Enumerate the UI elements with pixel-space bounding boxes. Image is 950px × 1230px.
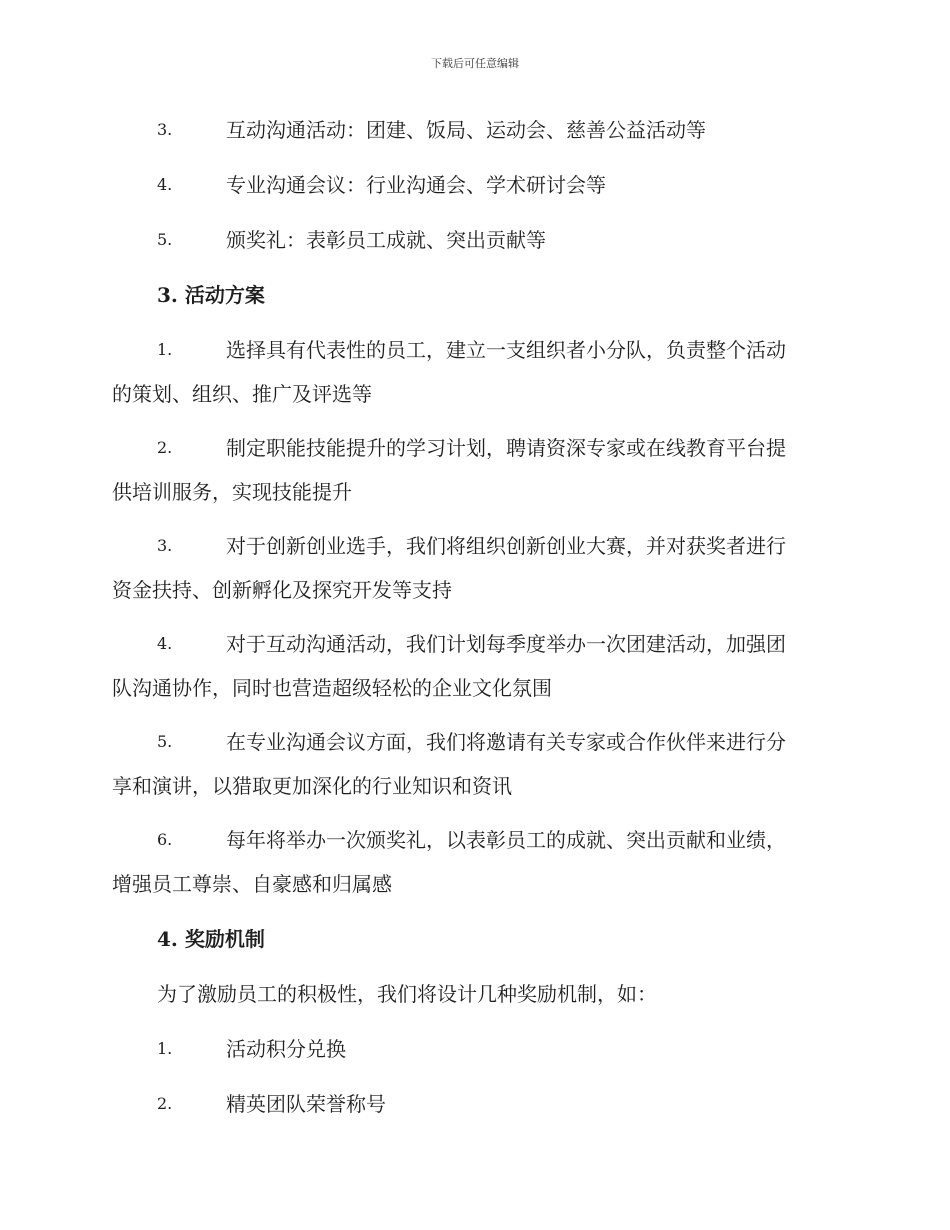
list-text: 供培训服务，实现技能提升 [112, 480, 352, 504]
list-text: 对于互动沟通活动，我们计划每季度举办一次团建活动，加强团 [226, 632, 786, 656]
list-item [0, 818, 950, 862]
list-text: 队沟通协作，同时也营造超级轻松的企业文化氛围 [112, 676, 552, 700]
list-number: 4. [157, 175, 173, 194]
list-text: 对于创新创业选手，我们将组织创新创业大赛，并对获奖者进行 [226, 534, 786, 558]
list-number: 3. [157, 120, 173, 139]
document-body [0, 108, 950, 1126]
list-number: 2. [157, 1094, 173, 1113]
list-item-continuation [0, 372, 950, 416]
section-4-intro: 为了激励员工的积极性，我们将设计几种奖励机制，如： [157, 982, 657, 1006]
list-number: 1. [157, 1039, 173, 1058]
list-item-continuation [0, 764, 950, 808]
list-item [0, 426, 950, 470]
list-item [0, 328, 950, 372]
list-item [0, 1027, 950, 1071]
list-text: 活动积分兑换 [226, 1037, 346, 1061]
list-text: 精英团队荣誉称号 [226, 1092, 386, 1116]
section-4-title: 4. 奖励机制 [157, 927, 265, 951]
list-number: 6. [157, 830, 173, 849]
section-3-title: 3. 活动方案 [157, 283, 265, 307]
list-text: 制定职能技能提升的学习计划，聘请资深专家或在线教育平台提 [226, 436, 786, 460]
list-item [0, 524, 950, 568]
list-item-continuation [0, 862, 950, 906]
list-number: 3. [157, 536, 173, 555]
list-text: 享和演讲，以猎取更加深化的行业知识和资讯 [112, 774, 512, 798]
list-number: 5. [157, 230, 173, 249]
list-text: 增强员工尊崇、自豪感和归属感 [112, 872, 392, 896]
list-item-continuation [0, 470, 950, 514]
list-text: 颁奖礼：表彰员工成就、突出贡献等 [226, 228, 546, 252]
list-text: 专业沟通会议：行业沟通会、学术研讨会等 [226, 173, 606, 197]
list-text: 互动沟通活动：团建、饭局、运动会、慈善公益活动等 [226, 118, 706, 142]
list-item [0, 622, 950, 666]
list-number: 1. [157, 340, 173, 359]
list-item [0, 218, 950, 262]
list-number: 2. [157, 438, 173, 457]
list-text: 每年将举办一次颁奖礼，以表彰员工的成就、突出贡献和业绩， [226, 828, 786, 852]
list-item-continuation [0, 666, 950, 710]
list-item [0, 108, 950, 152]
list-item [0, 163, 950, 207]
list-number: 5. [157, 732, 173, 751]
list-text: 在专业沟通会议方面，我们将邀请有关专家或合作伙伴来进行分 [226, 730, 786, 754]
list-item [0, 1082, 950, 1126]
list-text: 资金扶持、创新孵化及探究开发等支持 [112, 578, 452, 602]
section-heading [0, 273, 950, 317]
list-text: 的策划、组织、推广及评选等 [112, 382, 372, 406]
page-header: 下载后可任意编辑 [431, 57, 519, 70]
list-number: 4. [157, 634, 173, 653]
list-item-continuation [0, 568, 950, 612]
paragraph [0, 972, 950, 1016]
list-text: 选择具有代表性的员工，建立一支组织者小分队，负责整个活动 [226, 338, 786, 362]
section-heading [0, 917, 950, 961]
list-item [0, 720, 950, 764]
